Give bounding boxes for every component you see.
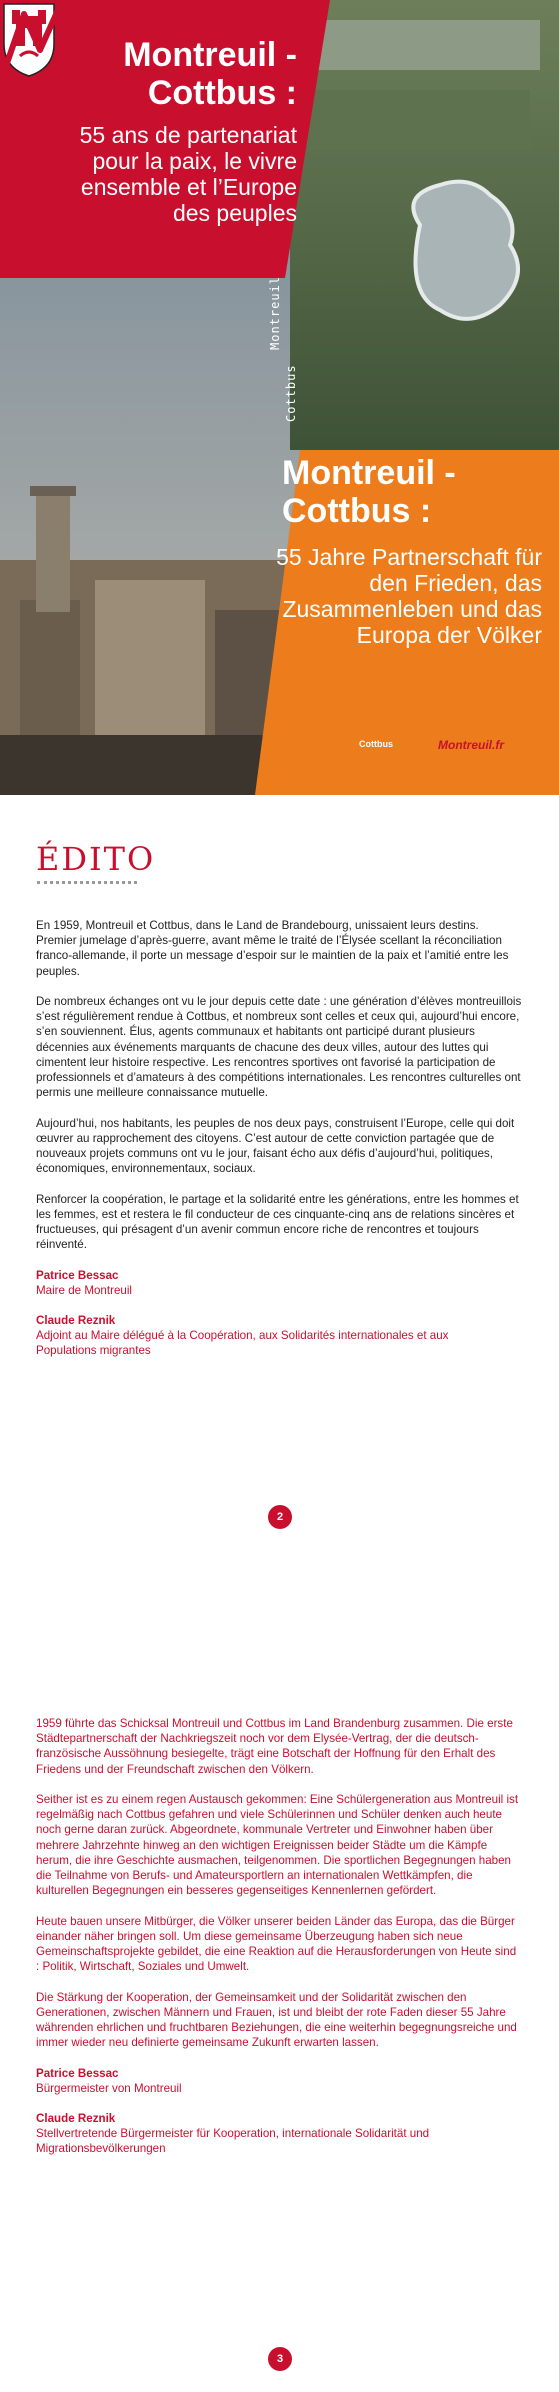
fr-signature: [36, 1313, 522, 1359]
photo-label-cottbus: Cottbus: [284, 364, 298, 422]
de-paragraph: 1959 führte das Schicksal Montreuil und Cottbus im Land Brandenburg zusammen. Die erste Städtepartnerschaft der Nachkriegszeit noch vor dem Elysée-Vertrag, der die deutsch-französische Aussöhnung besiegelte, trägt eine Botschaft der Hoffnung für den Erhalt des Friedens und der Freundschaft zwischen den Völkern.: [36, 1717, 513, 1776]
page-number: 2: [268, 1505, 292, 1529]
de-signature: [36, 2111, 522, 2157]
fr-paragraph: Renforcer la coopération, le partage et la solidarité entre les générations, entre les hommes et les femmes, est et restera le fil conducteur de ces cinquante-cinq ans de relations sincères et fructueuses, qui présagent d’un avenir commun encore riche de rencontres et toujours réinventé.: [36, 1192, 519, 1252]
signatory-role: Maire de Montreuil: [36, 1283, 133, 1297]
montreuil-logo-text: Montreuil.fr: [438, 738, 504, 752]
signatory-name: Patrice Bessac: [36, 2066, 119, 2080]
signatory-role: Bürgermeister von Montreuil: [36, 2081, 182, 2095]
german-editorial: [36, 1716, 522, 2157]
montreuil-logo-icon: [0, 0, 100, 70]
photo-label-montreuil: Montreuil: [268, 275, 282, 350]
french-editorial: [36, 918, 522, 1359]
de-paragraph: Heute bauen unsere Mitbürger, die Völker unserer beiden Länder das Europa, das die Bürger einander näher bringen soll. Um diese gemeinsame Überzeugung haben sich neue Gemeinschaftsprojekte gebildet, die eine Reaktion auf die Herausforderungen von Heute sind : Politik, Wirtschaft, Soziales und Umwelt.: [36, 1914, 517, 1974]
heading-divider: [37, 881, 137, 884]
signatory-role: Stellvertretende Bürgermeister für Kooperation, internationale Solidarität und Migrationsbevölkerungen: [36, 2127, 430, 2156]
signatory-name: Claude Reznik: [36, 1314, 116, 1328]
crest-caption: Cottbus: [359, 739, 393, 749]
french-title: Montreuil - Cottbus :: [123, 36, 297, 112]
signatory-role: Adjoint au Maire délégué à la Coopération, aux Solidarités internationales et aux Populations migrantes: [36, 1329, 449, 1358]
de-paragraph: Seither ist es zu einem regen Austausch gekommen: Eine Schülergeneration aus Montreuil ist regelmäßig nach Cottbus gefahren und viele Schülerinnen und Schüler denken auch heute noch gerne daran zurück. Abgeordnete, kommunale Vertreter und Einwohner haben über mehrere Jahrzehnte hinweg an den wichtigen Ereignissen beider Städte um die Kämpfe herum, die ihre Geschichte ausmachen, teilgenommen. Die sportlichen Begegnungen haben die Teilnahme von Berufs- und Amateursportlern an internationalen Wettkämpfen, die kulturellen Begegnungen ein besseres gegenseitiges Kennenlernen gefördert.: [36, 1793, 519, 1898]
page-number: 3: [268, 2347, 292, 2371]
german-title: Montreuil - Cottbus :: [282, 454, 456, 530]
montreuil-tower: [36, 492, 70, 612]
german-cover-title: [262, 454, 552, 648]
signatory-name: Patrice Bessac: [36, 1268, 119, 1282]
french-subtitle: 55 ans de partenariat pour la paix, le vivre ensemble et l’Europe des peuples: [79, 122, 297, 226]
signatory-name: Claude Reznik: [36, 2112, 116, 2126]
german-subtitle: 55 Jahre Partnerschaft für den Frieden, das Zusammenleben und das Europa der Völker: [276, 544, 542, 648]
de-signature: [36, 2066, 522, 2096]
fr-signature: [36, 1268, 522, 1298]
de-paragraph: Die Stärkung der Kooperation, der Gemeinsamkeit und der Solidarität zwischen den Generationen, zwischen Männern und Frauen, ist und bleibt der rote Faden dieser 55 Jahre währenden ehrlichen und fruchtbaren Beziehungen, die eine weiterhin begegnungsreiche und immer wieder neu definierte gemeinsame Zukunft erwarten lassen.: [36, 1990, 517, 2050]
fr-paragraph: De nombreux échanges ont vu le jour depuis cette date : une génération d’élèves montreuillois s’est régulièrement rendue à Cottbus, et nombreux sont celles et ceux qui, aujourd’hui encore, s’en souviennent. Élus, agents communaux et habitants ont participé durant plusieurs décennies aux événements marquants de chacune des deux villes, autour des luttes qui cimentent leur histoire respective. Les rencontres sportives ont favorisé la participation de professionnels et d’amateurs à des compétitions internationales. Les rencontres culturelles ont permis une meilleure connaissance mutuelle.: [36, 995, 522, 1100]
fr-paragraph: Aujourd’hui, nos habitants, les peuples de nos deux pays, construisent l’Europe, celle qui doit œuvrer au rapprochement des citoyens. C’est autour de cette conviction partagée que de nouveaux projets communs ont vu le jour, faisant écho aux défis d’aujourd’hui, politiques, économiques, environnementaux, sociaux.: [36, 1116, 515, 1176]
edito-heading: ÉDITO: [36, 840, 156, 878]
fr-paragraph: En 1959, Montreuil et Cottbus, dans le Land de Brandebourg, unissaient leurs destins. Premier jumelage d’après-guerre, avant même le traité de l’Élysée scellant la réconciliation franco-allemande, il porte un message d’espoir sur le maintien de la paix et l’amitié entre les peuples.: [36, 919, 509, 978]
cover: [0, 0, 559, 795]
